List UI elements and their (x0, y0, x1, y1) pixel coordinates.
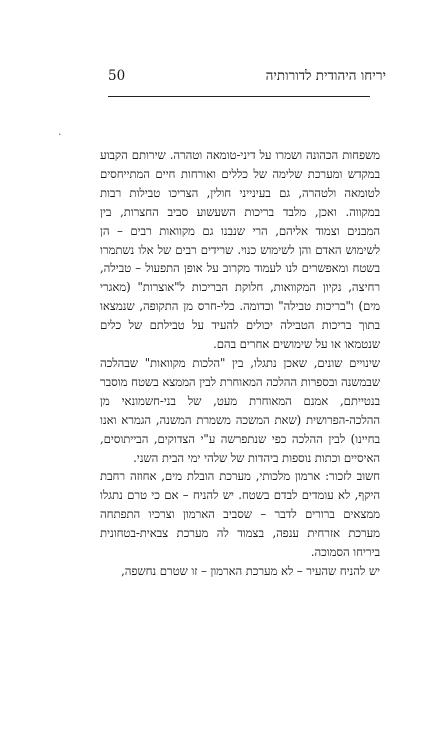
running-title: יריחו היהודית לדורותיה (265, 68, 386, 84)
body-text (100, 146, 380, 581)
paragraph: יש להניח שהעיר – לא מערכת הארמון – זו שטרם נחשפה, (121, 563, 380, 578)
page-number: 50 (108, 68, 126, 84)
paragraph: חשוב לזכור: ארמון מלכותי, מערכת הובלת מים, אחוזה רחבת היקף, לא עומדים לבדם בשטח. יש להניח – אם כי טרם נתגלו ממצאים ברורים לדבר – שסביב הארמון וצרכיו התפתחה מערכת אזרחית ענפה, בצמוד לה מערכת צבאית-בטחונית ביריחו הסמוכה. (100, 469, 380, 560)
header-rule (108, 96, 370, 97)
paragraph: משפחות הכהונה ושמרו על דיני-טומאה וטהרה. שירותם הקבוע במקדש ומערכת שלימה של כללים ואורחות חיים המתייחסים לטומאה ולטהרה, גם בעינייני חולין, הצריכו טבילות רבות במקווה. ואכן, מלבד בריכות השעשוע סביב החצרות, בין המבנים וצמוד אליהם, הרי שנבנו גם מקוואות רבים – הן לשימוש האדם והן לשימוש כנוי. שרידים רבים של אלו נשתמרו בשטח ומאפשרים לנו לעמוד מקרוב על אופן התפעול – טבילה, רחיצה, נקיון המקוואות, חלוקת הבריכות ל"אוצרות" (מאגרי מים) ו"בריכות טבילה" וכדומה. כלי-חרס מן התקופה, שנמצאו בתוך בריכות הטבילה יכולים להעיד על טבילתם של כלים שנטמאו או על שימושים אחרים בהם. (100, 148, 380, 352)
margin-mark: · (58, 128, 62, 141)
paragraph: שינויים שונים, שאכן נתגלו, בין "הלכות מקוואות" שבהלכה שבמשנה ובספרות ההלכה המאוחרת לבין הממצא בשטח מוסבר בנטייתם, אמנם המאוחרת מעט, של בני-חשמונאי מן ההלכה-הפרושית (שאת המשכה משמרת המשנה, הגמרא ואנו בחיינו) לבין ההלכה כפי שנתפרשה ע"י הצדוקים, הבייתוסים, האיסיים וכתות נוספות ביהדות של שלהי ימי הבית השני. (100, 355, 380, 465)
